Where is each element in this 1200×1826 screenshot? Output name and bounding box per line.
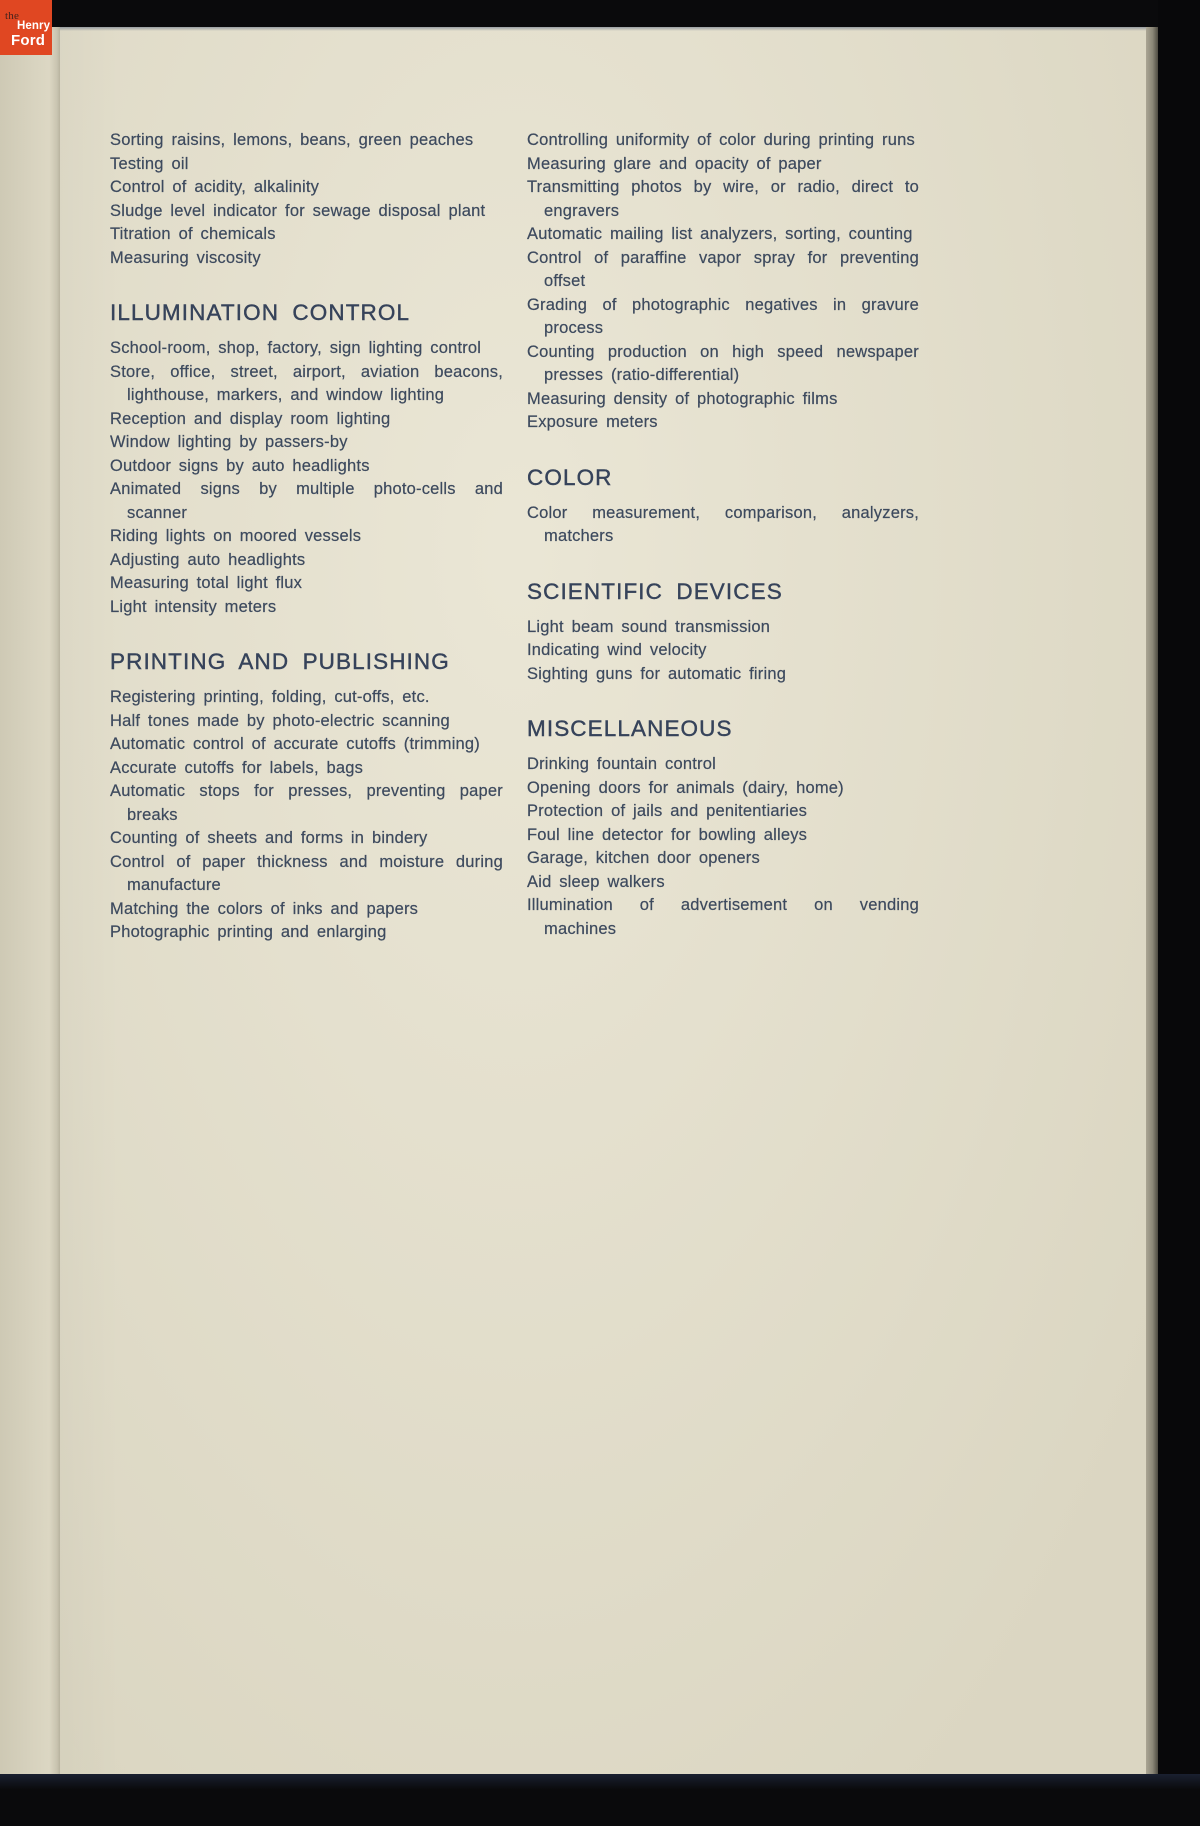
list-item: Outdoor signs by auto headlights (110, 456, 370, 475)
section-color (527, 465, 919, 549)
page-right-edge (1146, 27, 1158, 1774)
list-item: Sighting guns for automatic firing (527, 664, 787, 683)
list-item: Drinking fountain control (527, 755, 716, 773)
logo-text-the: the (5, 10, 20, 22)
scan-border-top (0, 0, 1200, 27)
list-item: Aid sleep walkers (527, 872, 665, 891)
list-item: Counting of sheets and forms in bindery (110, 829, 428, 847)
list-item: Garage, kitchen door openers (527, 849, 760, 867)
section-heading: SCIENTIFIC DEVICES (527, 578, 783, 604)
section-heading: COLOR (527, 464, 613, 490)
list-item: Riding lights on moored vessels (110, 527, 362, 545)
list-item: Testing oil (110, 154, 189, 173)
list-item: Grading of photographic negatives in gravure process (527, 295, 919, 337)
section-untitled (527, 129, 919, 435)
list-item: Control of acidity, alkalinity (110, 178, 320, 196)
logo-text-henry: Henry (17, 20, 51, 32)
list-item: Photographic printing and enlarging (110, 923, 387, 941)
section-illumination-control (110, 300, 503, 619)
list-item: School-room, shop, factory, sign lighting control (110, 339, 482, 357)
list-item: Exposure meters (527, 413, 658, 431)
page-gutter-shadow (0, 27, 60, 1774)
list-item: Measuring density of photographic films (527, 389, 838, 408)
section-heading: ILLUMINATION CONTROL (110, 300, 411, 325)
list-item: Color measurement, comparison, analyzers, matchers (527, 503, 919, 545)
list-item: Sorting raisins, lemons, beans, green peaches (110, 131, 474, 149)
section-heading: PRINTING AND PUBLISHING (110, 649, 450, 674)
list-item: Control of paraffine vapor spray for preventing offset (527, 248, 919, 290)
list-item: Half tones made by photo-electric scanning (110, 711, 450, 730)
henry-ford-logo (0, 0, 52, 55)
list-item: Store, office, street, airport, aviation beacons, lighthouse, markers, and window lighting (110, 362, 503, 404)
list-item: Control of paper thickness and moisture during manufacture (110, 852, 503, 894)
section-scientific-devices (527, 579, 919, 687)
logo-text-ford: Ford (11, 32, 46, 49)
list-item: Accurate cutoffs for labels, bags (110, 758, 364, 777)
list-item: Matching the colors of inks and papers (110, 899, 419, 918)
list-item: Illumination of advertisement on vending machines (527, 896, 919, 938)
list-item: Measuring total light flux (110, 574, 303, 592)
list-item: Light intensity meters (110, 597, 277, 616)
list-item: Sludge level indicator for sewage disposal plant (110, 201, 486, 220)
list-item: Measuring viscosity (110, 248, 261, 267)
list-item: Controlling uniformity of color during printing runs (527, 131, 915, 149)
list-item: Automatic mailing list analyzers, sorting, counting (527, 225, 913, 243)
document-page (0, 27, 1146, 1774)
list-item: Protection of jails and penitentiaries (527, 802, 808, 820)
scan-border-right (1158, 0, 1200, 1826)
list-item: Measuring glare and opacity of paper (527, 154, 822, 173)
list-item: Animated signs by multiple photo-cells and scanner (110, 480, 503, 522)
list-item: Foul line detector for bowling alleys (527, 825, 808, 844)
list-item: Reception and display room lighting (110, 409, 391, 428)
section-untitled (110, 129, 503, 270)
list-item: Opening doors for animals (dairy, home) (527, 778, 844, 797)
left-column (110, 129, 503, 975)
list-item: Automatic stops for presses, preventing paper breaks (110, 782, 503, 824)
right-column (527, 129, 919, 971)
section-printing-and-publishing (110, 649, 503, 945)
list-item: Transmitting photos by wire, or radio, direct to engravers (527, 178, 919, 220)
scan-border-bottom (0, 1774, 1200, 1826)
list-item: Adjusting auto headlights (110, 550, 306, 569)
list-item: Light beam sound transmission (527, 617, 771, 636)
section-miscellaneous (527, 716, 919, 941)
list-item: Registering printing, folding, cut-offs, etc. (110, 688, 430, 706)
list-item: Titration of chemicals (110, 225, 276, 243)
list-item: Window lighting by passers-by (110, 433, 348, 451)
section-heading: MISCELLANEOUS (527, 716, 733, 741)
list-item: Indicating wind velocity (527, 641, 707, 659)
list-item: Counting production on high speed newspaper presses (ratio-differential) (527, 342, 919, 384)
list-item: Automatic control of accurate cutoffs (trimming) (110, 735, 481, 753)
